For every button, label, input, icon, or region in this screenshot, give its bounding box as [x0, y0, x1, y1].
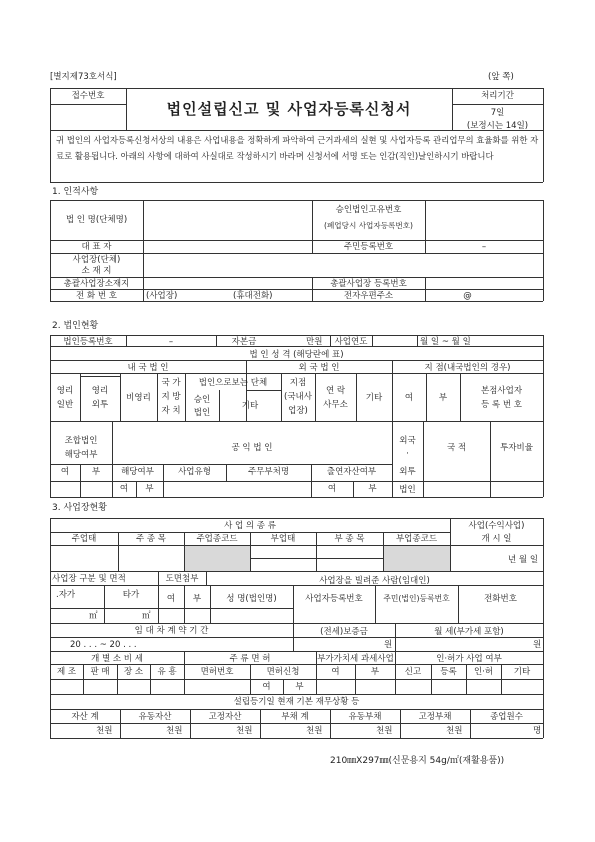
email-label: 전자우편주소 — [343, 291, 394, 301]
approved-corp-label2: 법인 — [193, 408, 211, 418]
sale-label: 판 매 — [90, 667, 110, 677]
foreign-invest-label3: 외투 — [399, 467, 416, 477]
capital-unit: 만원 — [306, 337, 323, 347]
main-code-label: 주업종코드 — [196, 534, 238, 544]
lessor-name-label: 성 명(법인명) — [226, 594, 277, 604]
site-label: 사업장(단체) — [72, 255, 121, 265]
vat-heading: 부가가치세 과세사업 — [317, 654, 394, 664]
site-class-label: 사업장 구분 및 면적 — [52, 574, 126, 584]
site-address-field[interactable] — [144, 254, 542, 276]
employees-label: 종업원수 — [490, 712, 523, 722]
current-liabilities-unit: 천원 — [376, 726, 393, 736]
hq-biz-no-label: 총괄사업장 등록번호 — [330, 279, 407, 289]
total-liabilities-unit: 천원 — [306, 726, 323, 736]
phone-label: 전 화 번 호 — [76, 291, 117, 301]
vat-yes-label: 여 — [331, 667, 340, 677]
regarded-org-label: 법인으로보는 단체 — [198, 378, 268, 388]
union-label2: 해당여부 — [64, 450, 98, 460]
fixed-liabilities-unit: 천원 — [446, 726, 463, 736]
location-label: 소 재 지 — [81, 266, 112, 276]
contrib-no-label: 부 — [368, 484, 377, 494]
hq-location-label: 총괄사업장소재지 — [63, 279, 130, 289]
fixed-assets-label: 고정자산 — [208, 712, 242, 722]
approval-no-sub: (폐업당시 사업자등록번호) — [323, 221, 414, 230]
corp-reg-no-label: 법인등록번호 — [63, 337, 113, 347]
form-title: 법인설립신고 및 사업자등록신청서 — [166, 100, 412, 118]
start-date-label2: 개 시 일 — [481, 534, 512, 544]
notice-text: 귀 법인의 사업자등록신청서상의 내용은 사업내용을 정확하게 파악하여 근거과세의 실현 및 사업자등록 관리업무의 효율화를 위한 자료로 활용됩니다. 아래의 사항에 대하여 사실대로 작성하시기 바라며 신청서에 서명 또는 인감(직인)날인하시기 바랍니다 — [56, 135, 539, 161]
license-no-label: 면허번호 — [200, 667, 234, 677]
hq-biz-label2: 등 록 번 호 — [481, 400, 522, 410]
approved-corp-label: 승인 — [193, 395, 211, 405]
approve-label: 인·허 — [473, 667, 494, 677]
start-date-field[interactable]: 년 월 일 — [508, 555, 539, 565]
foreign-invest-dot: · — [406, 449, 409, 459]
license-yes-label: 여 — [262, 682, 271, 692]
processing-note: (보정시는 14일) — [466, 121, 529, 131]
financial-heading: 설립등기일 현재 기본 재무상황 등 — [233, 697, 360, 707]
page-side: (앞 쪽) — [488, 72, 514, 82]
public-yes-label: 여 — [119, 484, 129, 494]
current-liabilities-label: 유동부채 — [348, 712, 382, 722]
section3-heading: 3. 사업장현황 — [52, 503, 107, 513]
fixed-assets-unit: 천원 — [236, 726, 253, 736]
own-label: .자가 — [56, 590, 76, 600]
profit-general-label: 영리 — [56, 386, 74, 396]
lessor-heading: 사업장을 빌려준 사람(임대인) — [319, 576, 430, 586]
public-no-label: 부 — [145, 484, 154, 494]
representative-field[interactable] — [144, 241, 311, 252]
processing-period-label: 처리기간 — [481, 91, 514, 101]
lease-period-label: 임 대 차 계 약 기 간 — [134, 626, 209, 636]
representative-label: 대 표 자 — [81, 242, 112, 252]
receipt-number-field[interactable] — [50, 105, 126, 130]
invest-ratio-label: 투자비율 — [500, 443, 533, 453]
hq-biz-no-field[interactable] — [426, 278, 542, 288]
section1-heading: 1. 인적사항 — [52, 187, 99, 197]
biz-kind-heading: 사 업 의 종 류 — [224, 521, 276, 531]
form-number: [별지제73호서식] — [50, 72, 117, 82]
lease-period-field[interactable]: 20 . . . ~ 20 . . . — [70, 640, 137, 650]
foreign-invest-label: 외국 — [399, 436, 416, 446]
deposit-unit: 원 — [384, 640, 393, 650]
drawing-yes-label: 여 — [166, 594, 176, 604]
license-no-opt-label: 부 — [295, 682, 304, 692]
drawing-no-label: 부 — [192, 594, 202, 604]
corp-reg-no-field[interactable]: – — [168, 337, 174, 347]
profit-foreign-label: 영리 — [91, 386, 109, 396]
fixed-liabilities-label: 고정부채 — [418, 712, 452, 722]
foreign-heading: 외 국 법 인 — [298, 363, 340, 373]
hq-biz-label: 본점사업자 — [480, 386, 523, 396]
drawing-attached-label: 도면첨부 — [165, 574, 199, 584]
lessor-phone-label: 전화번호 — [484, 594, 517, 604]
resident-no-label: 주민등록번호 — [343, 242, 394, 252]
total-assets-unit: 천원 — [96, 726, 113, 736]
lessor-id-no-label: 주민(법인)등록번호 — [383, 594, 450, 603]
union-label: 조합법인 — [64, 436, 98, 446]
lessor-biz-no-label: 사업자등록번호 — [305, 594, 363, 604]
union-no-label: 부 — [91, 467, 101, 477]
sub-type-label: 부업태 — [270, 534, 296, 544]
sub-item-label: 부 종 목 — [334, 534, 365, 544]
liaison-label2: 사무소 — [323, 400, 348, 410]
mfg-label: 제 조 — [56, 667, 77, 677]
state-label3: 자 치 — [161, 406, 181, 416]
section2-heading: 2. 법인현황 — [52, 321, 99, 331]
total-liabilities-label: 부채 계 — [281, 712, 309, 722]
main-item-label: 주 종 목 — [135, 534, 167, 544]
public-corp-heading: 공 익 법 인 — [231, 443, 273, 453]
permit-other-label: 기타 — [513, 667, 531, 677]
deposit-label: (전세)보증금 — [320, 627, 368, 637]
public-applicable-label: 해당여부 — [121, 467, 154, 477]
profit-general-label2: 일반 — [56, 400, 74, 410]
register-label: 등록 — [440, 667, 457, 677]
rent-label: 타가 — [122, 590, 140, 600]
ministry-label: 주무부처명 — [247, 467, 290, 477]
corp-nature-heading: 법 인 성 격 (해당란에 표) — [249, 350, 344, 360]
branch-yes-label: 여 — [404, 393, 414, 403]
main-type-label: 주업태 — [71, 534, 97, 544]
employees-unit: 명 — [533, 726, 542, 736]
permit-heading: 인·허가 사업 여부 — [436, 654, 502, 664]
liaison-label: 연 락 — [325, 386, 346, 396]
monthly-unit: 원 — [533, 640, 542, 650]
sub-code-label: 부업종코드 — [395, 534, 438, 544]
foreign-branch-label2: (국내사 — [284, 392, 312, 402]
nationality-label: 국 적 — [446, 443, 467, 453]
foreign-branch-label: 지점 — [289, 378, 307, 388]
total-assets-label: 자산 계 — [71, 712, 99, 722]
contribution-label: 출연자산여부 — [326, 467, 377, 477]
liquor-heading: 주 류 면 허 — [229, 654, 271, 664]
fiscal-year-label: 사업연도 — [334, 337, 368, 347]
approval-no-label: 승인법인고유번호 — [335, 205, 402, 215]
biz-type-label: 사업유형 — [178, 467, 211, 477]
foreign-branch-label3: 업장) — [288, 406, 308, 416]
phone-mobile-label: (휴대전화) — [233, 291, 273, 301]
profit-foreign-label2: 외투 — [91, 400, 109, 410]
current-assets-unit: 천원 — [166, 726, 183, 736]
entertain-label: 유 흥 — [157, 667, 177, 677]
state-label: 국 가 — [161, 378, 181, 388]
fiscal-year-field[interactable]: 월 일 ~ 월 일 — [420, 337, 471, 347]
foreign-invest-label4: 법인 — [399, 485, 416, 495]
current-assets-label: 유동자산 — [138, 712, 172, 722]
processing-days: 7일 — [490, 108, 505, 118]
branch-heading: 지 점(내국법인의 경우) — [424, 363, 511, 373]
approval-no-field[interactable] — [426, 201, 542, 239]
union-yes-label: 여 — [60, 467, 70, 477]
sub-code-shade — [383, 545, 450, 571]
nonprofit-label: 비영리 — [126, 393, 151, 403]
own-area-unit: ㎡ — [89, 611, 98, 621]
email-field[interactable]: @ — [463, 291, 472, 301]
domestic-heading: 내 국 법 인 — [127, 363, 169, 373]
start-date-label: 사업(수익사업) — [468, 521, 525, 531]
hq-location-field[interactable] — [144, 278, 311, 288]
branch-no-label: 부 — [438, 393, 448, 403]
receipt-number-label: 접수번호 — [71, 91, 105, 101]
rent-area-unit: ㎡ — [142, 611, 151, 621]
place-label: 장 소 — [123, 667, 144, 677]
excise-heading: 개 별 소 비 세 — [91, 654, 143, 664]
corp-name-label: 법 인 명(단체명) — [65, 215, 128, 225]
resident-no-field[interactable]: – — [481, 242, 487, 252]
state-label2: 지 방 — [161, 392, 181, 402]
paper-spec: 210㎜X297㎜(신문용지 54g/㎡(재활용품)) — [330, 756, 505, 766]
capital-label: 자본금 — [231, 337, 257, 347]
foreign-other-label: 기타 — [365, 393, 383, 403]
regarded-other-label: 기타 — [241, 401, 259, 411]
report-label: 신고 — [404, 667, 422, 677]
phone-business-label: (사업장) — [146, 291, 178, 301]
monthly-rent-label: 월 세(부가세 포함) — [434, 627, 504, 637]
vat-no-label: 부 — [370, 667, 380, 677]
corp-name-field[interactable] — [144, 201, 311, 239]
license-apply-label: 면허신청 — [266, 667, 300, 677]
main-code-shade — [184, 545, 250, 571]
contrib-yes-label: 여 — [327, 484, 337, 494]
